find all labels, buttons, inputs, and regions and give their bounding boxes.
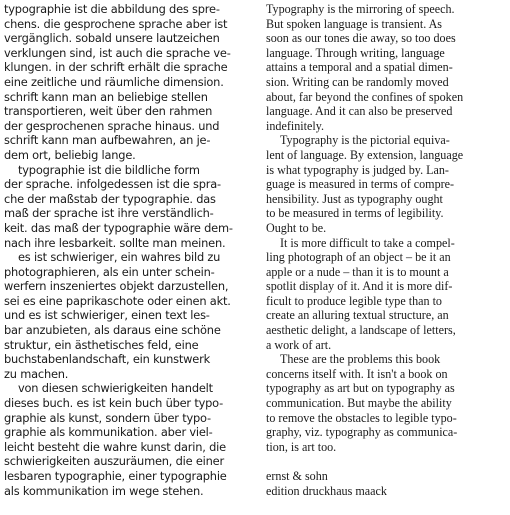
german-text-line: chens. die gesprochene sprache aber ist <box>4 16 228 31</box>
german-paragraph <box>4 381 254 498</box>
publisher-imprint: edition druckhaus maack <box>266 483 387 498</box>
english-text-line: is what typography is judged by. Lan- <box>266 162 449 177</box>
german-paragraph <box>4 250 254 381</box>
german-text-line: photographieren, als ein unter schein- <box>4 264 215 279</box>
german-paragraph <box>4 2 254 163</box>
german-text-line: es ist schwieriger, ein wahres bild zu <box>18 250 221 265</box>
english-text-line: lent of language. By extension, language <box>266 147 464 162</box>
english-paragraph <box>266 2 510 133</box>
english-text-line: apple or a nude – than it is to mount a <box>266 264 449 279</box>
english-paragraph <box>266 133 510 235</box>
german-paragraph <box>4 163 254 251</box>
german-text-line: vergänglich. sobald unsere lautzeichen <box>4 31 220 46</box>
english-text-line: concerns itself with. It isn't a book on <box>266 366 448 381</box>
german-text-line: dem ort, beliebig lange. <box>4 147 136 162</box>
english-text-line: indefinitely. <box>266 118 324 133</box>
german-text-line: werfern inszeniertes objekt darzustellen, <box>4 279 229 294</box>
german-text-line: leicht besteht die wahre kunst darin, die <box>4 439 226 454</box>
english-text-line: soon as our tones die away, so too does <box>266 31 456 46</box>
english-paragraph <box>266 236 510 353</box>
english-text-line: aesthetic delight, a landscape of letters, <box>266 323 456 338</box>
german-text-line: schwierigkeiten auszuräumen, die einer <box>4 454 224 469</box>
german-text-line: maß der sprache ist ihre verständlich- <box>4 206 214 221</box>
english-text-line: tion, is art too. <box>266 439 337 454</box>
german-text-line: schrift kann man aufbewahren, an je- <box>4 133 211 148</box>
english-text-line: Typography is the pictorial equiva- <box>280 133 450 148</box>
english-text-line: But spoken language is transient. As <box>266 16 443 31</box>
english-text-line: about, far beyond the confines of spoken <box>266 89 464 104</box>
english-text-line: Ought to be. <box>266 220 327 235</box>
english-text-line: to be measured in terms of legibility. <box>266 206 444 221</box>
english-paragraph <box>266 352 510 454</box>
english-text-line: attains a temporal and a spatial dimen- <box>266 60 453 75</box>
german-text-line: bar anzubieten, als daraus eine schöne <box>4 323 221 338</box>
german-text-line: schrift kann man an beliebige stellen <box>4 89 208 104</box>
german-text-line: che der maßstab der typographie. das <box>4 191 216 206</box>
german-text-line: der gesprochenen sprache hinaus. und <box>4 118 220 133</box>
german-text-line: lesbaren typographie, einer typographie <box>4 469 227 483</box>
english-text-line: typography as art but on typography as <box>266 381 455 396</box>
english-text-line: graphy, viz. typography as communica- <box>266 425 458 440</box>
english-text-column <box>266 2 510 498</box>
english-text-line: hensibility. Just as typography ought <box>266 191 443 206</box>
english-text-line: language. And it can also be preserved <box>266 104 453 119</box>
german-text-line: typographie ist die abbildung des spre- <box>4 2 220 16</box>
english-text-line: It is more difficult to take a compel- <box>280 235 455 250</box>
english-text-line: a work of art. <box>266 337 332 352</box>
english-text-line: to remove the obstacles to legible typo- <box>266 410 457 425</box>
english-text-line: These are the problems this book <box>280 352 441 367</box>
english-text-line: communication. But maybe the ability <box>266 396 452 411</box>
german-text-line: eine zeitliche und räumliche dimension. <box>4 74 224 89</box>
english-text-line: spotlit display of it. And it is more dif- <box>266 279 453 294</box>
english-text-line: language. Through writing, language <box>266 45 445 60</box>
german-text-line: verklungen sind, ist auch die sprache ve- <box>4 45 231 60</box>
german-text-line: graphie als kunst, sondern über typo- <box>4 410 211 425</box>
english-text-line: Typography is the mirroring of speech. <box>266 2 455 16</box>
english-text-line: sion. Writing can be randomly moved <box>266 74 449 89</box>
german-text-line: klungen. in der schrift erhält die sprache <box>4 60 228 75</box>
german-text-line: zu machen. <box>4 366 69 381</box>
german-text-line: struktur, ein ästhetisches feld, eine <box>4 337 199 352</box>
english-text-line: ficult to produce legible type than to <box>266 293 442 308</box>
english-text-line: ling photograph of an object – be it an <box>266 250 451 265</box>
english-text-line: create an alluring textual structure, an <box>266 308 449 323</box>
german-text-line: und es ist schwieriger, einen text les- <box>4 308 210 323</box>
german-text-line: buchstabenlandschaft, ein kunstwerk <box>4 352 210 367</box>
english-text-line: guage is measured in terms of compre- <box>266 177 455 192</box>
german-text-line: als kommunikation im wege stehen. <box>4 483 204 498</box>
german-text-line: typographie ist die bildliche form <box>18 162 200 177</box>
german-text-line: keit. das maß der typographie wäre dem- <box>4 220 233 235</box>
german-text-line: sei es eine paprikaschote oder einen akt. <box>4 293 231 308</box>
german-text-column <box>4 2 254 498</box>
german-text-line: graphie als kommunikation. aber viel- <box>4 425 213 440</box>
german-text-line: von diesen schwierigkeiten handelt <box>18 381 213 396</box>
german-text-line: dieses buch. es ist kein buch über typo- <box>4 396 224 411</box>
publisher-imprint: ernst & sohn <box>266 469 328 483</box>
german-text-line: transportieren, weit über den rahmen <box>4 104 213 119</box>
german-text-line: nach ihre lesbarkeit. sollte man meinen. <box>4 235 226 250</box>
german-text-line: der sprache. infolgedessen ist die spra- <box>4 177 221 192</box>
imprint-spacer <box>266 454 510 469</box>
